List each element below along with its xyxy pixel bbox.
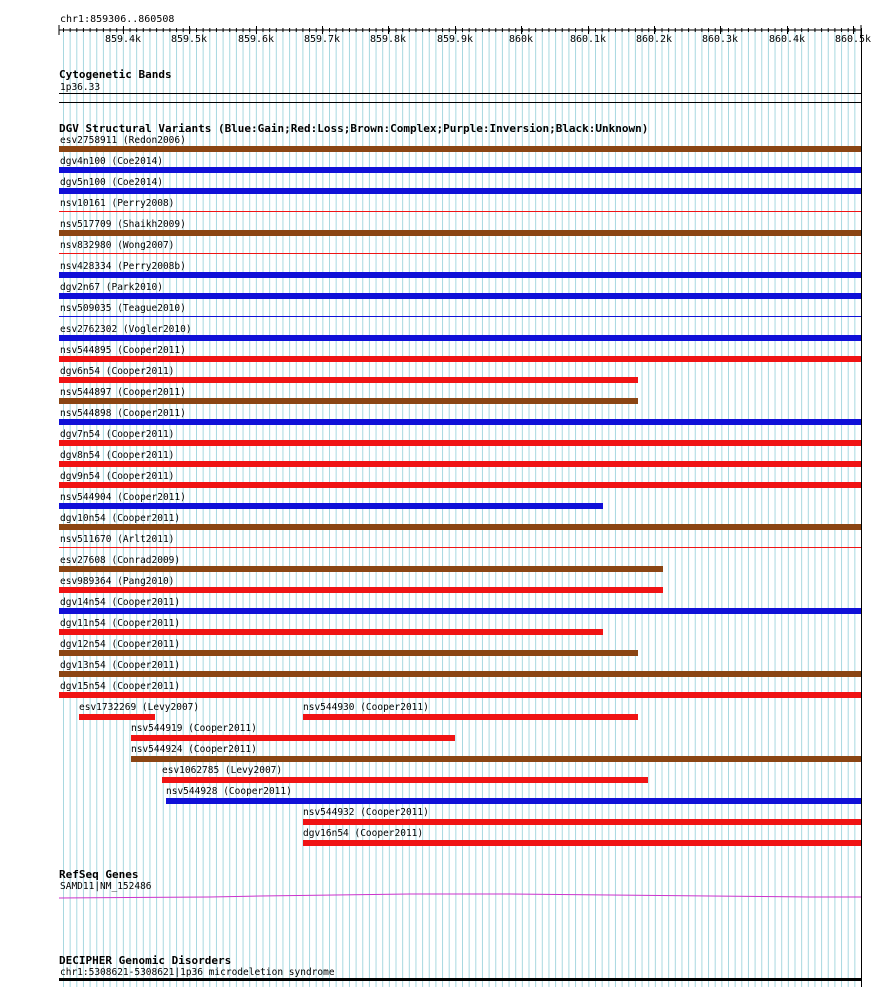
dgv-variant-label[interactable]: dgv12n54 (Cooper2011) bbox=[60, 639, 181, 650]
dgv-variant-bar[interactable] bbox=[303, 714, 638, 720]
dgv-variant-label[interactable]: esv1732269 (Levy2007) bbox=[79, 702, 200, 713]
cytoband-line-bottom bbox=[59, 102, 862, 103]
dgv-variant-bar[interactable] bbox=[59, 146, 861, 152]
dgv-variant-label[interactable]: nsv544928 (Cooper2011) bbox=[166, 786, 292, 797]
dgv-variant-label[interactable]: dgv8n54 (Cooper2011) bbox=[60, 450, 175, 461]
dgv-variant-bar[interactable] bbox=[59, 293, 861, 299]
dgv-variant-label[interactable]: nsv517709 (Shaikh2009) bbox=[60, 219, 186, 230]
dgv-variant-bar[interactable] bbox=[59, 272, 861, 278]
dgv-variant-label[interactable]: nsv544904 (Cooper2011) bbox=[60, 492, 186, 503]
dgv-variant-label[interactable]: dgv13n54 (Cooper2011) bbox=[60, 660, 181, 671]
ruler-tick-label: 859.5k bbox=[170, 34, 208, 45]
dgv-variant-bar[interactable] bbox=[59, 566, 663, 572]
dgv-variant-bar[interactable] bbox=[59, 482, 861, 488]
dgv-variant-label[interactable]: dgv7n54 (Cooper2011) bbox=[60, 429, 175, 440]
dgv-variant-label[interactable]: nsv544924 (Cooper2011) bbox=[131, 744, 257, 755]
dgv-variant-label[interactable]: esv989364 (Pang2010) bbox=[60, 576, 175, 587]
dgv-variant-label[interactable]: nsv10161 (Perry2008) bbox=[60, 198, 175, 209]
ruler-tick-label: 860.2k bbox=[635, 34, 673, 45]
dgv-variant-bar[interactable] bbox=[59, 253, 861, 254]
dgv-variant-bar[interactable] bbox=[59, 650, 638, 656]
ruler-tick-label: 860k bbox=[508, 34, 534, 45]
decipher-feature-bar[interactable] bbox=[59, 978, 862, 981]
dgv-variant-bar[interactable] bbox=[303, 819, 861, 825]
ruler-tick-label: 860.5k bbox=[834, 34, 872, 45]
refseq-track-title[interactable]: RefSeq Genes bbox=[59, 868, 139, 881]
dgv-variant-bar[interactable] bbox=[79, 714, 155, 720]
dgv-variant-label[interactable]: dgv10n54 (Cooper2011) bbox=[60, 513, 181, 524]
dgv-variant-label[interactable]: dgv6n54 (Cooper2011) bbox=[60, 366, 175, 377]
ruler-tick-label: 860.4k bbox=[768, 34, 806, 45]
dgv-variant-label[interactable]: dgv14n54 (Cooper2011) bbox=[60, 597, 181, 608]
dgv-variant-bar[interactable] bbox=[59, 524, 861, 530]
dgv-variant-bar[interactable] bbox=[59, 377, 638, 383]
dgv-variant-bar[interactable] bbox=[131, 735, 455, 741]
dgv-variant-label[interactable]: esv2762302 (Vogler2010) bbox=[60, 324, 192, 335]
cytoband-label[interactable]: 1p36.33 bbox=[60, 82, 101, 93]
dgv-variant-bar[interactable] bbox=[303, 840, 861, 846]
dgv-variant-label[interactable]: nsv509035 (Teague2010) bbox=[60, 303, 186, 314]
dgv-variant-bar[interactable] bbox=[59, 230, 861, 236]
dgv-variant-bar[interactable] bbox=[59, 503, 603, 509]
dgv-variant-label[interactable]: esv2758911 (Redon2006) bbox=[60, 135, 186, 146]
dgv-variant-label[interactable]: dgv15n54 (Cooper2011) bbox=[60, 681, 181, 692]
dgv-variant-label[interactable]: dgv9n54 (Cooper2011) bbox=[60, 471, 175, 482]
dgv-variant-label[interactable]: nsv428334 (Perry2008b) bbox=[60, 261, 186, 272]
dgv-variant-label[interactable]: nsv544919 (Cooper2011) bbox=[131, 723, 257, 734]
dgv-variant-label[interactable]: dgv2n67 (Park2010) bbox=[60, 282, 163, 293]
dgv-variant-bar[interactable] bbox=[59, 671, 861, 677]
refseq-gene-line[interactable] bbox=[0, 885, 890, 905]
decipher-feature-label[interactable]: chr1:5308621-5308621|1p36 microdeletion syndrome bbox=[60, 967, 335, 978]
dgv-variant-label[interactable]: nsv544932 (Cooper2011) bbox=[303, 807, 429, 818]
dgv-variant-bar[interactable] bbox=[59, 398, 638, 404]
dgv-variant-label[interactable]: nsv544895 (Cooper2011) bbox=[60, 345, 186, 356]
ruler-tick-label: 859.6k bbox=[237, 34, 275, 45]
dgv-variant-bar[interactable] bbox=[59, 608, 861, 614]
dgv-variant-label[interactable]: nsv544898 (Cooper2011) bbox=[60, 408, 186, 419]
dgv-variant-bar[interactable] bbox=[59, 356, 861, 362]
ruler-tick-label: 859.4k bbox=[104, 34, 142, 45]
dgv-variant-bar[interactable] bbox=[59, 211, 861, 212]
dgv-variant-bar[interactable] bbox=[131, 756, 861, 762]
refseq-gene-label[interactable]: SAMD11|NM_152486 bbox=[60, 881, 152, 892]
dgv-variant-label[interactable]: esv1062785 (Levy2007) bbox=[162, 765, 283, 776]
dgv-variant-label[interactable]: nsv544897 (Cooper2011) bbox=[60, 387, 186, 398]
ruler-tick-label: 859.7k bbox=[303, 34, 341, 45]
cytoband-track-title[interactable]: Cytogenetic Bands bbox=[59, 68, 172, 81]
dgv-variant-bar[interactable] bbox=[59, 419, 861, 425]
decipher-track-title[interactable]: DECIPHER Genomic Disorders bbox=[59, 954, 232, 967]
dgv-variant-bar[interactable] bbox=[59, 188, 861, 194]
dgv-variant-label[interactable]: dgv4n100 (Coe2014) bbox=[60, 156, 163, 167]
dgv-variant-label[interactable]: dgv11n54 (Cooper2011) bbox=[60, 618, 181, 629]
ruler-tick-label: 860.3k bbox=[701, 34, 739, 45]
dgv-variant-label[interactable]: nsv544930 (Cooper2011) bbox=[303, 702, 429, 713]
dgv-variant-bar[interactable] bbox=[59, 629, 603, 635]
ruler-tick-label: 859.8k bbox=[369, 34, 407, 45]
dgv-variant-bar[interactable] bbox=[59, 440, 861, 446]
dgv-track-title[interactable]: DGV Structural Variants (Blue:Gain;Red:Loss;Brown:Complex;Purple:Inversion;Black:Unknown) bbox=[59, 122, 649, 135]
ruler-tick-label: 860.1k bbox=[569, 34, 607, 45]
coordinate-label: chr1:859306..860508 bbox=[60, 14, 175, 25]
dgv-variant-bar[interactable] bbox=[59, 335, 861, 341]
dgv-variant-label[interactable]: esv27608 (Conrad2009) bbox=[60, 555, 181, 566]
dgv-variant-label[interactable]: nsv832980 (Wong2007) bbox=[60, 240, 175, 251]
dgv-variant-bar[interactable] bbox=[59, 167, 861, 173]
ruler-tick-label: 859.9k bbox=[436, 34, 474, 45]
cytoband-line-top bbox=[59, 93, 862, 94]
dgv-variant-bar[interactable] bbox=[59, 587, 663, 593]
dgv-variant-bar[interactable] bbox=[59, 692, 861, 698]
dgv-variant-bar[interactable] bbox=[59, 461, 861, 467]
dgv-variant-label[interactable]: dgv16n54 (Cooper2011) bbox=[303, 828, 424, 839]
dgv-variant-bar[interactable] bbox=[162, 777, 648, 783]
dgv-variant-bar[interactable] bbox=[166, 798, 861, 804]
dgv-variant-label[interactable]: nsv511670 (Arlt2011) bbox=[60, 534, 175, 545]
dgv-variant-bar[interactable] bbox=[59, 316, 861, 317]
dgv-variant-label[interactable]: dgv5n100 (Coe2014) bbox=[60, 177, 163, 188]
dgv-variant-bar[interactable] bbox=[59, 547, 861, 548]
